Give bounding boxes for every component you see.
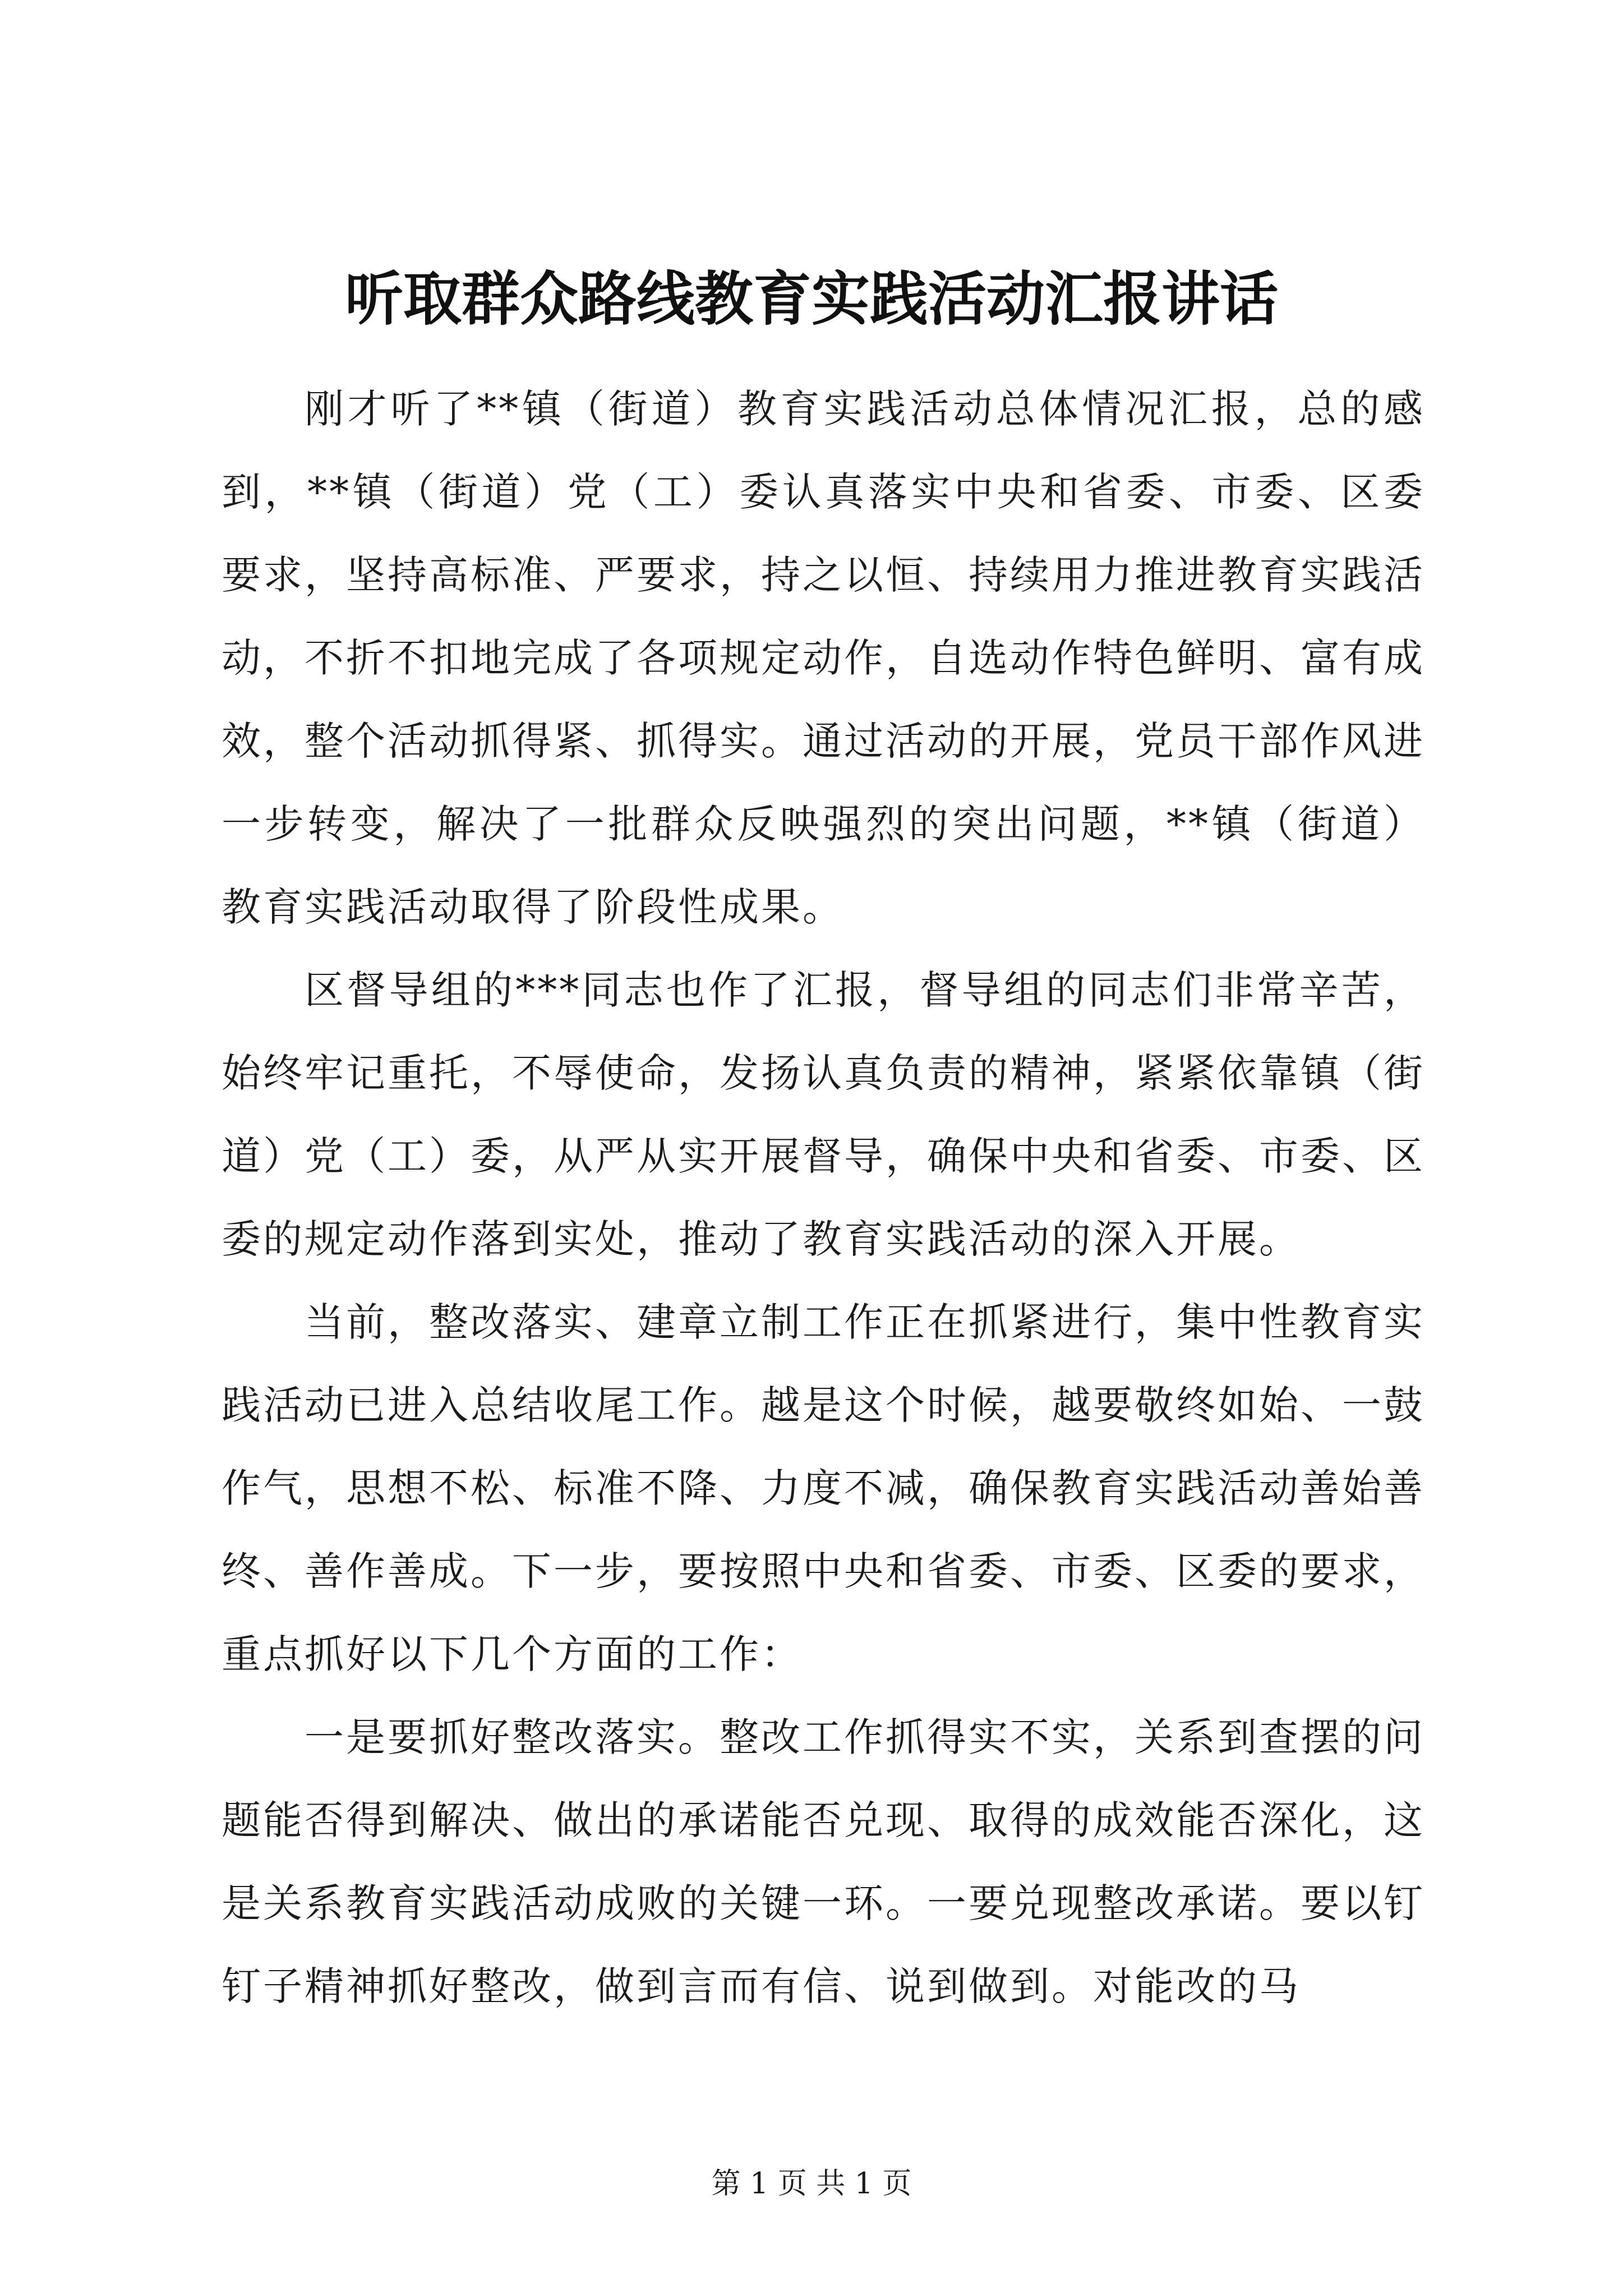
- paragraph-3: 当前，整改落实、建章立制工作正在抓紧进行，集中性教育实践活动已进入总结收尾工作。越是这个时候，越要敬终如始、一鼓作气，思想不松、标准不降、力度不减，确保教育实践活动善始善终、善作善成。下一步，要按照中央和省委、市委、区委的要求，重点抓好以下几个方面的工作：: [222, 1299, 1425, 1677]
- document-body: [222, 367, 1425, 2028]
- paragraph-1: 刚才听了**镇（街道）教育实践活动总体情况汇报，总的感到，**镇（街道）党（工）委认真落实中央和省委、市委、区委要求，坚持高标准、严要求，持之以恒、持续用力推进教育实践活动，不折不扣地完成了各项规定动作，自选动作特色鲜明、富有成效，整个活动抓得紧、抓得实。通过活动的开展，党员干部作风进一步转变，解决了一批群众反映强烈的突出问题，**镇（街道）教育实践活动取得了阶段性成果。: [222, 386, 1425, 930]
- paragraph-2: 区督导组的***同志也作了汇报，督导组的同志们非常辛苦，始终牢记重托，不辱使命，发扬认真负责的精神，紧紧依靠镇（街道）党（工）委，从严从实开展督导，确保中央和省委、市委、区委的规定动作落到实处，推动了教育实践活动的深入开展。: [222, 967, 1425, 1262]
- paragraph-4: 一是要抓好整改落实。整改工作抓得实不实，关系到查摆的问题能否得到解决、做出的承诺能否兑现、取得的成效能否深化，这是关系教育实践活动成败的关键一环。一要兑现整改承诺。要以钉钉子精神抓好整改，做到言而有信、说到做到。对能改的马: [222, 1714, 1425, 2009]
- page-footer: 第 1 页 共 1 页: [711, 2167, 912, 2201]
- document-title: 听取群众路线教育实践活动汇报讲话: [344, 264, 1278, 333]
